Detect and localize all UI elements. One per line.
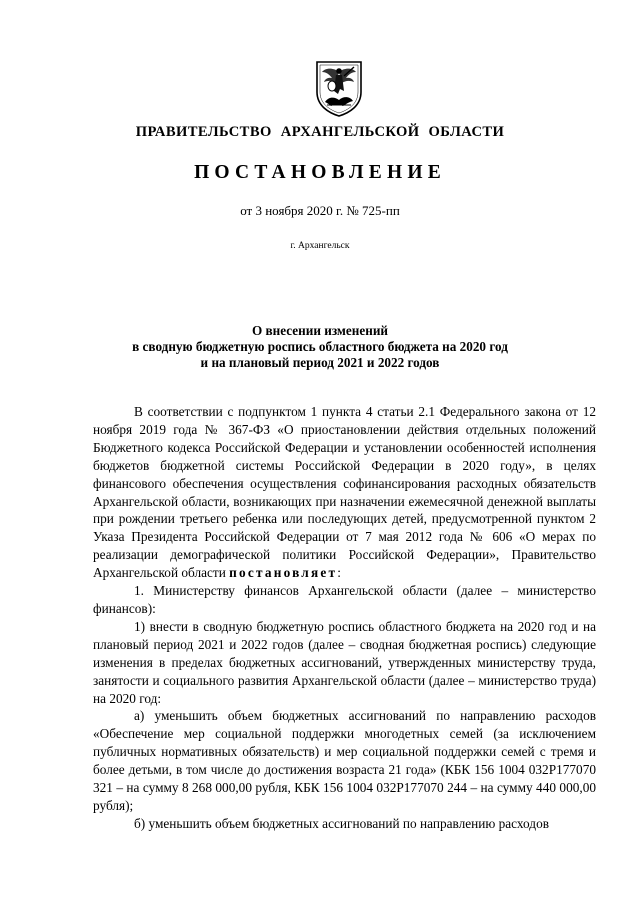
organization-name: ПРАВИТЕЛЬСТВО АРХАНГЕЛЬСКОЙ ОБЛАСТИ bbox=[135, 124, 505, 140]
document-body bbox=[93, 403, 596, 833]
title-line: О внесении изменений bbox=[251, 323, 389, 338]
paragraph-item-1: 1. Министерству финансов Архангельской области (далее – министерство финансов): bbox=[93, 583, 596, 616]
coat-of-arms-icon bbox=[313, 58, 365, 118]
document-title bbox=[0, 323, 640, 372]
paragraph-subitem-1: 1) внести в сводную бюджетную роспись областного бюджета на 2020 год и на плановый период 2021 и 2022 годов (далее – сводная бюджетная роспись) следующие изменения в пределах бюджетных ассигнований, утвержденных министерству труда, занятости и социального развития Архангельской области (далее – министерство труда) на 2020 год: bbox=[93, 618, 596, 706]
document-city: г. Архангельск bbox=[290, 241, 350, 251]
preamble-end: : bbox=[337, 565, 341, 581]
document-type: ПОСТАНОВЛЕНИЕ bbox=[194, 162, 446, 183]
paragraph-subitem-b: б) уменьшить объем бюджетных ассигнований по направлению расходов bbox=[134, 815, 549, 831]
preamble-paragraph bbox=[93, 403, 596, 582]
paragraph-subitem-a: а) уменьшить объем бюджетных ассигнований по направлению расходов «Обеспечение мер социальной поддержки многодетных семей (за исключением публичных нормативных обязательств) и мер социальной поддержки семей с тремя и более детьми, в том числе до достижения возраста 21 года» (КБК 156 1004 032Р177070 321 – на сумму 8 268 000,00 рубля, КБК 156 1004 032Р177070 244 – на сумму 440 000,00 рубля); bbox=[93, 708, 596, 813]
title-line: в сводную бюджетную роспись областного бюджета на 2020 год bbox=[132, 339, 508, 355]
title-line: и на плановый период 2021 и 2022 годов bbox=[200, 355, 440, 371]
preamble-text: В соответствии с подпунктом 1 пункта 4 статьи 2.1 Федерального закона от 12 ноября 2019 года № 367-ФЗ «О приостановлении действия отдельных положений Бюджетного кодекса Российской Федерации и установлении особенностей исполнения бюджетов бюджетной системы Российской Федерации в 2020 году», в целях финансового обеспечения осуществления софинансирования расходных обязательств Архангельской области, возникающих при назначении ежемесячной денежной выплаты при рождении третьего ребенка или последующих детей, предусмотренной пунктом 2 Указа Президента Российской Федерации от 7 мая 2012 года № 606 «О мерах по реализации демографической политики Российской Федерации», Правительство Архангельской области bbox=[93, 404, 596, 581]
document-date-number: от 3 ноября 2020 г. № 725-пп bbox=[240, 203, 400, 218]
resolution-keyword: постановляет bbox=[229, 565, 338, 581]
